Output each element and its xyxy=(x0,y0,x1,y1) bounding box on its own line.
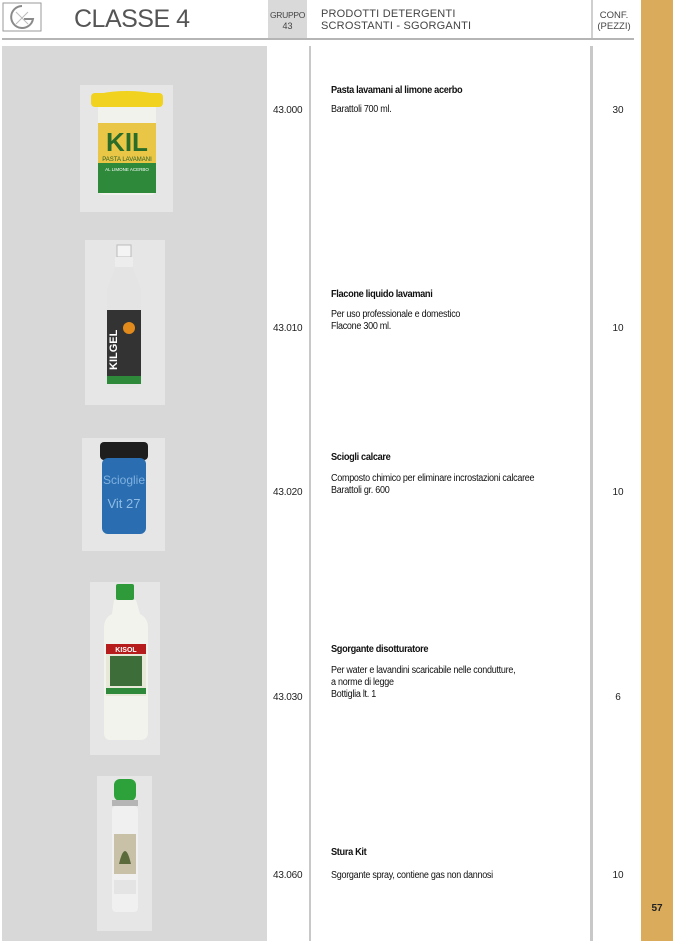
product-description xyxy=(331,870,493,882)
product-image-pasta-lavamani xyxy=(80,85,173,212)
product-code: 43.000 xyxy=(273,105,303,116)
section-title-line2: SCROSTANTI - SGORGANTI xyxy=(321,20,472,32)
conf-label-line1: CONF. xyxy=(599,10,629,21)
conf-label-line2: (PEZZI) xyxy=(597,21,631,32)
product-description xyxy=(331,309,460,333)
gruppo-number: 43 xyxy=(282,21,293,31)
product-code: 43.010 xyxy=(273,323,303,334)
product-quantity: 10 xyxy=(612,323,624,334)
product-name: Sciogli calcare xyxy=(331,451,391,463)
column-divider-right xyxy=(590,46,593,941)
product-name: Flacone liquido lavamani xyxy=(331,288,433,300)
right-accent-strip xyxy=(641,0,673,941)
jar-label-sub: Vit 27 xyxy=(107,496,141,511)
product-description-line: Per uso professionale e domestico xyxy=(331,309,461,320)
product-image-stura-kit xyxy=(97,776,152,931)
product-description-line: Composto chimico per eliminare incrostazioni calcaree xyxy=(331,473,535,484)
product-code: 43.030 xyxy=(273,692,303,703)
gruppo-label: GRUPPO xyxy=(269,10,306,20)
product-image-sciogli-calcare xyxy=(82,438,165,551)
header-separator xyxy=(591,0,593,38)
product-description xyxy=(331,665,515,701)
tub-label-main: KIL xyxy=(106,127,148,157)
product-image-flacone-lavamani xyxy=(85,240,165,405)
product-description-line: Barattoli gr. 600 xyxy=(331,485,390,496)
product-name: Sgorgante disotturatore xyxy=(331,643,429,655)
bottle-label-main: KILGEL xyxy=(108,329,120,370)
header-rule xyxy=(2,38,634,40)
section-title xyxy=(321,8,471,32)
product-code: 43.020 xyxy=(273,487,303,498)
product-description xyxy=(331,104,391,116)
product-image-sgorgante xyxy=(90,582,160,755)
gruppo-box xyxy=(268,0,307,38)
company-logo xyxy=(2,2,42,32)
page-number: 57 xyxy=(651,903,663,914)
product-description-line: Sgorgante spray, contiene gas non dannosi xyxy=(331,870,493,881)
column-divider-left xyxy=(309,46,311,941)
product-description-line: Barattoli 700 ml. xyxy=(331,104,392,115)
product-quantity: 10 xyxy=(612,870,624,881)
product-description-line: Per water e lavandini scaricabile nelle condutture, xyxy=(331,665,516,676)
product-description-line: Bottiglia lt. 1 xyxy=(331,689,376,700)
conf-column-header xyxy=(594,10,634,32)
product-quantity: 6 xyxy=(615,692,621,703)
product-description-line: Flacone 300 ml. xyxy=(331,321,391,332)
tub-label-bottom: AL LIMONE ACERBO xyxy=(105,167,149,172)
product-name: Pasta lavamani al limone acerbo xyxy=(331,84,463,96)
tub-label-sub: PASTA LAVAMANI xyxy=(102,157,152,163)
jar-label-main: Scioglie xyxy=(102,473,146,487)
bottle-label-main: KISOL xyxy=(115,647,137,654)
section-title-line1: PRODOTTI DETERGENTI xyxy=(321,8,456,20)
product-quantity: 30 xyxy=(612,105,624,116)
page-header xyxy=(0,0,641,41)
product-quantity: 10 xyxy=(612,487,624,498)
product-name: Stura Kit xyxy=(331,846,367,858)
product-description-line: a norme di legge xyxy=(331,677,394,688)
product-code: 43.060 xyxy=(273,870,303,881)
product-description xyxy=(331,473,534,497)
classe-title: CLASSE 4 xyxy=(74,5,190,33)
